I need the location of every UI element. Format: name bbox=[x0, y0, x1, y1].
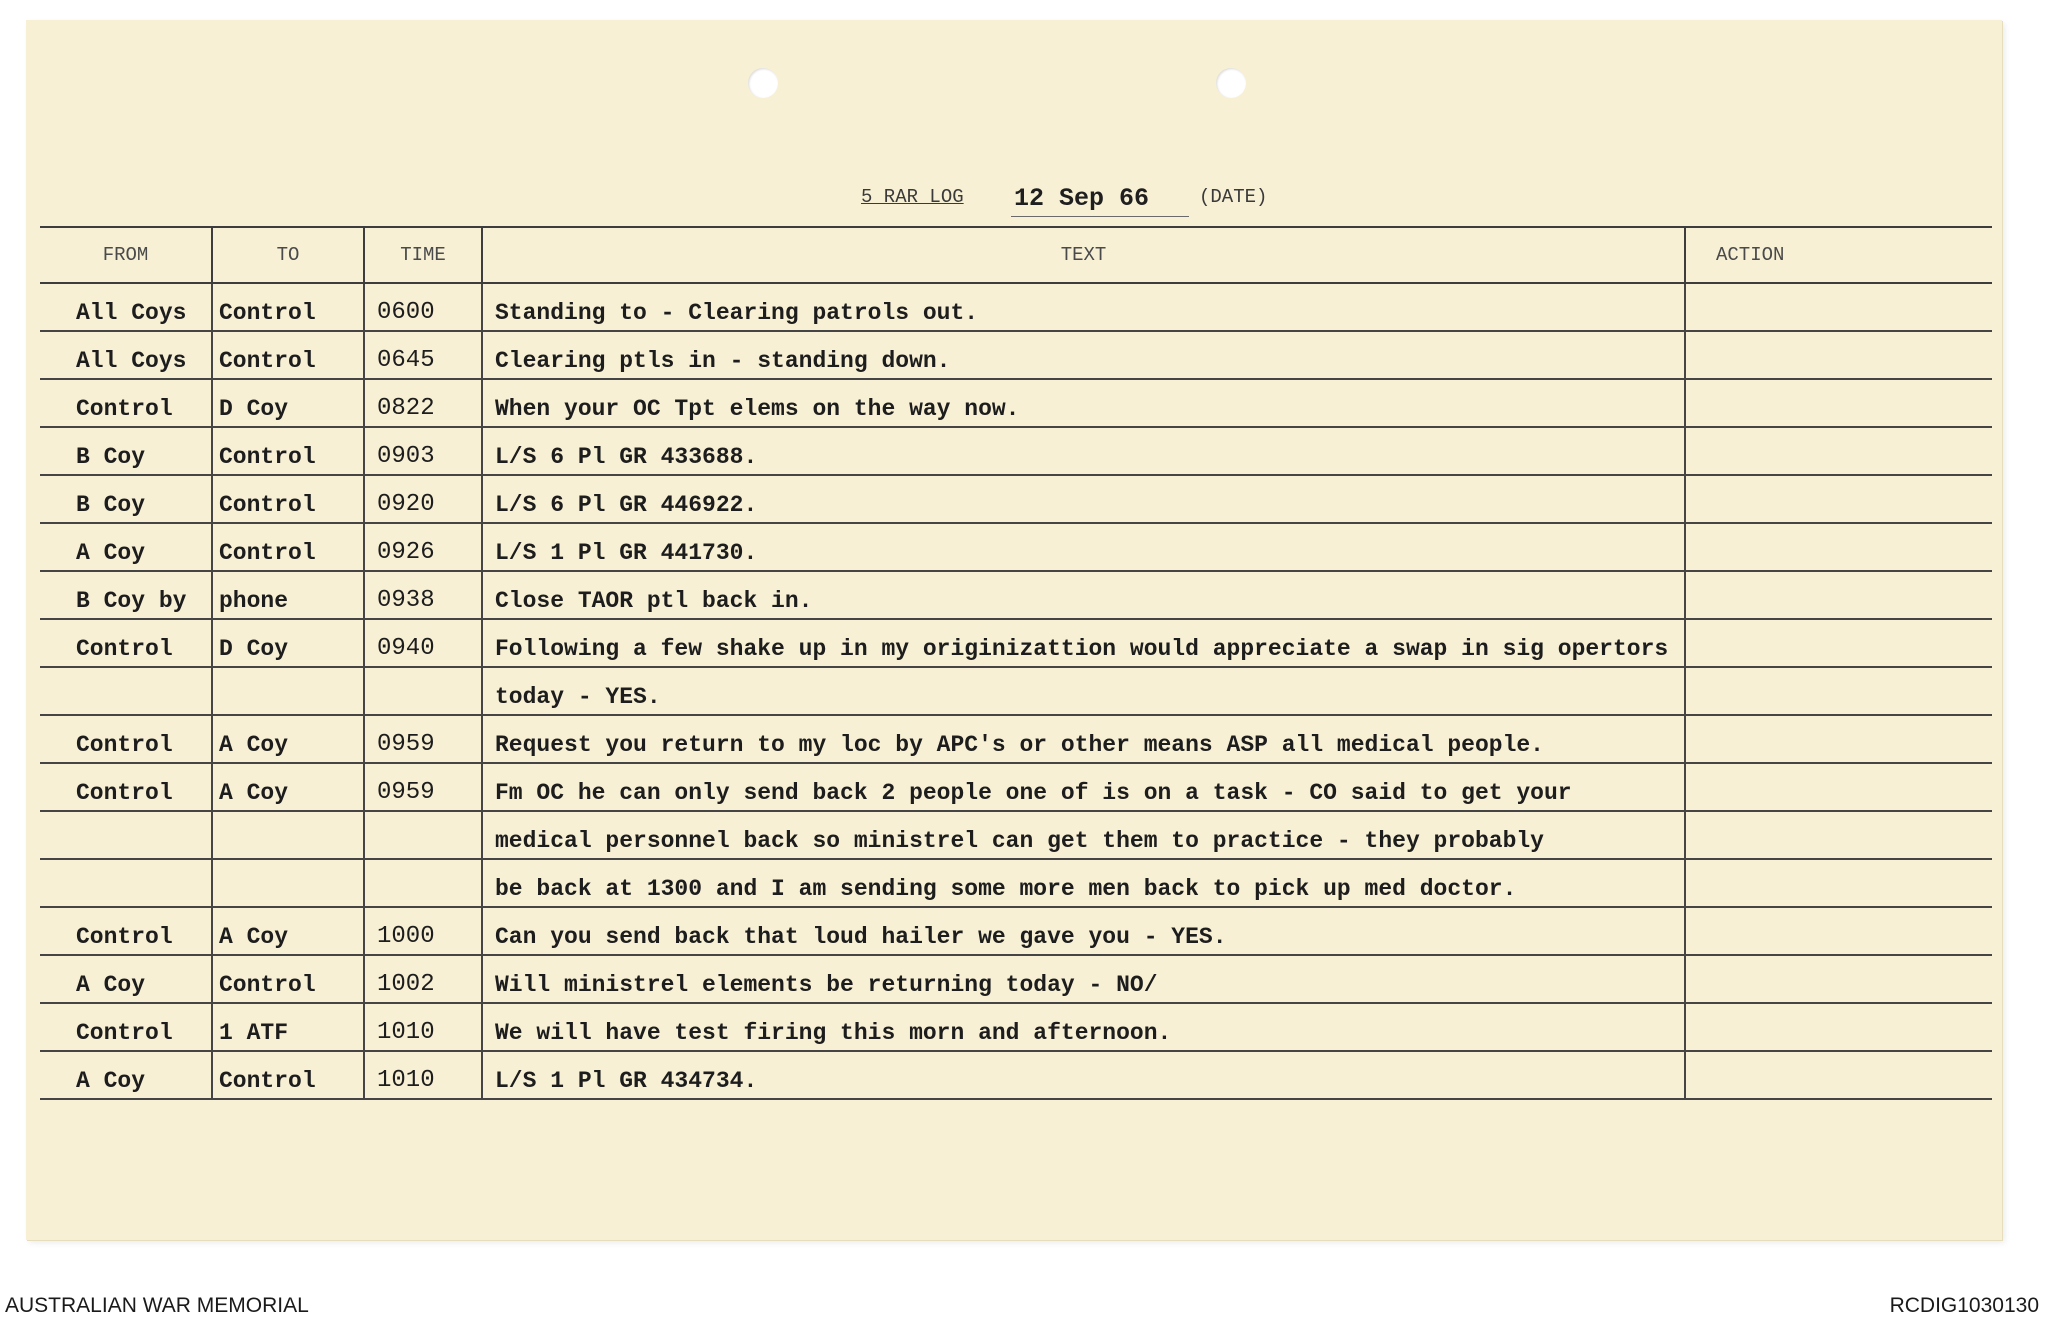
cell-text: Clearing ptls in - standing down. bbox=[482, 331, 1685, 379]
cell-text: When your OC Tpt elems on the way now. bbox=[482, 379, 1685, 427]
cell-to: Control bbox=[212, 427, 364, 475]
cell-time: 1000 bbox=[364, 907, 482, 955]
cell-to: D Coy bbox=[212, 619, 364, 667]
cell-text: L/S 6 Pl GR 446922. bbox=[482, 475, 1685, 523]
cell-text: L/S 6 Pl GR 433688. bbox=[482, 427, 1685, 475]
table-row bbox=[40, 955, 1992, 1003]
cell-from: B Coy by bbox=[40, 571, 212, 619]
cell-action bbox=[1685, 763, 1992, 811]
table-header-row bbox=[40, 227, 1992, 283]
log-date: 12 Sep 66 bbox=[1014, 184, 1150, 213]
table-row bbox=[40, 763, 1992, 811]
cell-text: Following a few shake up in my originizattion would appreciate a swap in sig opertors bbox=[482, 619, 1685, 667]
cell-from bbox=[40, 859, 212, 907]
cell-time bbox=[364, 859, 482, 907]
cell-from bbox=[40, 667, 212, 715]
cell-to: D Coy bbox=[212, 379, 364, 427]
cell-from: Control bbox=[40, 1003, 212, 1051]
cell-from: A Coy bbox=[40, 1051, 212, 1099]
column-header-from: FROM bbox=[40, 227, 212, 283]
cell-action bbox=[1685, 1051, 1992, 1099]
archive-reference: RCDIG1030130 bbox=[1889, 1294, 2039, 1317]
cell-text: Will ministrel elements be returning today - NO/ bbox=[482, 955, 1685, 1003]
cell-action bbox=[1685, 667, 1992, 715]
cell-action bbox=[1685, 1003, 1992, 1051]
column-header-to: TO bbox=[212, 227, 364, 283]
cell-action bbox=[1685, 955, 1992, 1003]
cell-action bbox=[1685, 811, 1992, 859]
cell-text: Fm OC he can only send back 2 people one of is on a task - CO said to get your bbox=[482, 763, 1685, 811]
table-row bbox=[40, 1003, 1992, 1051]
log-header bbox=[861, 180, 1461, 224]
table-row bbox=[40, 571, 1992, 619]
log-entries bbox=[40, 283, 1992, 1099]
table-row bbox=[40, 523, 1992, 571]
cell-to: Control bbox=[212, 283, 364, 331]
table-row bbox=[40, 331, 1992, 379]
log-table bbox=[40, 226, 1992, 1100]
cell-from: Control bbox=[40, 619, 212, 667]
table-row bbox=[40, 283, 1992, 331]
cell-to bbox=[212, 667, 364, 715]
cell-action bbox=[1685, 427, 1992, 475]
date-label: (DATE) bbox=[1199, 186, 1268, 208]
table-row bbox=[40, 427, 1992, 475]
table-row bbox=[40, 475, 1992, 523]
cell-to: Control bbox=[212, 331, 364, 379]
cell-action bbox=[1685, 859, 1992, 907]
cell-from: Control bbox=[40, 907, 212, 955]
cell-time: 0920 bbox=[364, 475, 482, 523]
cell-time: 0903 bbox=[364, 427, 482, 475]
cell-from: Control bbox=[40, 715, 212, 763]
cell-action bbox=[1685, 619, 1992, 667]
date-underline bbox=[1011, 216, 1189, 217]
cell-from: A Coy bbox=[40, 523, 212, 571]
cell-to: Control bbox=[212, 475, 364, 523]
log-title: 5 RAR LOG bbox=[861, 186, 964, 208]
cell-text: Standing to - Clearing patrols out. bbox=[482, 283, 1685, 331]
cell-time: 0940 bbox=[364, 619, 482, 667]
cell-text: Close TAOR ptl back in. bbox=[482, 571, 1685, 619]
cell-to bbox=[212, 811, 364, 859]
cell-text: today - YES. bbox=[482, 667, 1685, 715]
cell-time: 0938 bbox=[364, 571, 482, 619]
cell-from: B Coy bbox=[40, 427, 212, 475]
cell-to: 1 ATF bbox=[212, 1003, 364, 1051]
cell-to: Control bbox=[212, 523, 364, 571]
cell-action bbox=[1685, 379, 1992, 427]
cell-from: All Coys bbox=[40, 331, 212, 379]
cell-time: 1010 bbox=[364, 1051, 482, 1099]
table-row bbox=[40, 379, 1992, 427]
cell-to bbox=[212, 859, 364, 907]
cell-text: We will have test firing this morn and afternoon. bbox=[482, 1003, 1685, 1051]
cell-time: 0822 bbox=[364, 379, 482, 427]
cell-to: A Coy bbox=[212, 715, 364, 763]
table-row bbox=[40, 859, 1992, 907]
cell-text: medical personnel back so ministrel can get them to practice - they probably bbox=[482, 811, 1685, 859]
cell-time bbox=[364, 667, 482, 715]
cell-from: A Coy bbox=[40, 955, 212, 1003]
cell-action bbox=[1685, 715, 1992, 763]
cell-from: Control bbox=[40, 379, 212, 427]
cell-text: L/S 1 Pl GR 441730. bbox=[482, 523, 1685, 571]
column-header-action: ACTION bbox=[1685, 227, 1992, 283]
punch-hole-right bbox=[1216, 68, 1246, 98]
cell-action bbox=[1685, 331, 1992, 379]
cell-to: Control bbox=[212, 1051, 364, 1099]
cell-time: 0959 bbox=[364, 715, 482, 763]
cell-action bbox=[1685, 475, 1992, 523]
cell-text: Can you send back that loud hailer we gave you - YES. bbox=[482, 907, 1685, 955]
table-row bbox=[40, 667, 1992, 715]
table-row bbox=[40, 619, 1992, 667]
cell-action bbox=[1685, 523, 1992, 571]
table-row bbox=[40, 907, 1992, 955]
cell-from: Control bbox=[40, 763, 212, 811]
cell-from bbox=[40, 811, 212, 859]
column-header-text: TEXT bbox=[482, 227, 1685, 283]
cell-action bbox=[1685, 283, 1992, 331]
cell-text: Request you return to my loc by APC's or other means ASP all medical people. bbox=[482, 715, 1685, 763]
cell-text: L/S 1 Pl GR 434734. bbox=[482, 1051, 1685, 1099]
cell-from: B Coy bbox=[40, 475, 212, 523]
cell-time: 1002 bbox=[364, 955, 482, 1003]
table-row bbox=[40, 715, 1992, 763]
cell-to: phone bbox=[212, 571, 364, 619]
table-row bbox=[40, 1051, 1992, 1099]
punch-hole-left bbox=[748, 68, 778, 98]
archive-credit: AUSTRALIAN WAR MEMORIAL bbox=[5, 1294, 309, 1317]
cell-action bbox=[1685, 571, 1992, 619]
cell-to: Control bbox=[212, 955, 364, 1003]
cell-to: A Coy bbox=[212, 763, 364, 811]
cell-to: A Coy bbox=[212, 907, 364, 955]
cell-action bbox=[1685, 907, 1992, 955]
cell-time bbox=[364, 811, 482, 859]
cell-time: 0600 bbox=[364, 283, 482, 331]
cell-time: 0926 bbox=[364, 523, 482, 571]
cell-time: 0645 bbox=[364, 331, 482, 379]
cell-from: All Coys bbox=[40, 283, 212, 331]
cell-time: 1010 bbox=[364, 1003, 482, 1051]
cell-time: 0959 bbox=[364, 763, 482, 811]
column-header-time: TIME bbox=[364, 227, 482, 283]
table-row bbox=[40, 811, 1992, 859]
cell-text: be back at 1300 and I am sending some more men back to pick up med doctor. bbox=[482, 859, 1685, 907]
